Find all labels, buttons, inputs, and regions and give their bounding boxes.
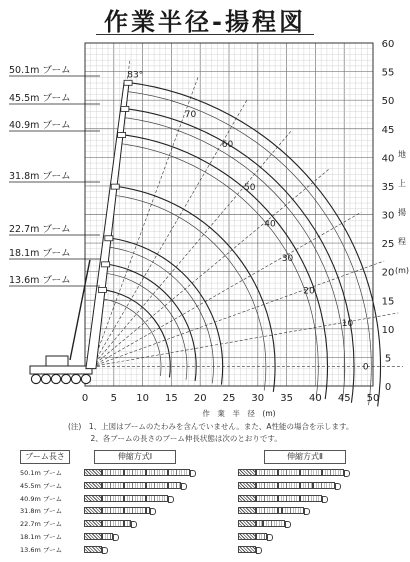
boom-extension-legend xyxy=(0,446,410,562)
chart-grid xyxy=(85,43,373,386)
legend-header-mode2: 伸縮方式Ⅱ xyxy=(264,450,346,464)
boom-tip-marker xyxy=(111,184,119,189)
x-tick-label: 0 xyxy=(81,393,89,404)
boom-telescopic-section xyxy=(146,495,168,502)
boom-telescopic-section xyxy=(102,469,124,476)
y-tick-label: 25 xyxy=(381,239,395,251)
crane-carrier xyxy=(30,366,92,374)
boom-head xyxy=(256,547,262,554)
boom-head xyxy=(102,547,108,554)
boom-length-label: 45.5m ブーム xyxy=(9,93,71,104)
crane-wheel xyxy=(61,374,70,383)
hook-range-arc xyxy=(100,298,161,376)
y-tick-label: 5 xyxy=(384,353,392,365)
boom-base-section xyxy=(238,495,256,502)
boom-base-section xyxy=(84,520,102,527)
y-tick-label: 55 xyxy=(381,67,395,79)
boom-telescopic-section xyxy=(124,520,131,527)
boom-telescopic-section xyxy=(256,520,263,527)
boom-length-label: 40.9m ブーム xyxy=(9,120,71,131)
hook-range-arc xyxy=(123,117,345,401)
boom-telescopic-section xyxy=(146,482,168,489)
boom-base-section xyxy=(84,507,102,514)
boom-base-section xyxy=(84,482,102,489)
hook-range-arc xyxy=(119,144,318,398)
boom-telescopic-section xyxy=(256,533,267,540)
boom-telescopic-section xyxy=(124,482,146,489)
boom-angle-label: 40 xyxy=(264,219,276,230)
y-tick-label: 0 xyxy=(384,382,392,393)
page-title: 作業半径-揚程図 xyxy=(104,8,306,36)
boom-base-section xyxy=(84,546,102,553)
boom-head xyxy=(344,470,350,477)
y-tick-label: 45 xyxy=(381,124,395,136)
y-axis-label-char: (m) xyxy=(394,266,410,275)
boom-telescopic-section xyxy=(263,520,285,527)
boom-angle-label: 30 xyxy=(281,253,294,264)
hook-range-arc xyxy=(126,91,371,405)
boom-range-arc xyxy=(105,264,197,381)
boom-tip-marker xyxy=(121,106,129,111)
boom-angle-label: 20 xyxy=(303,286,315,297)
boom-range-arc xyxy=(124,108,354,402)
legend-header-mode1: 伸縮方式Ⅰ xyxy=(94,450,176,464)
boom-angle-label: 10 xyxy=(341,318,354,329)
crane-wheel xyxy=(71,374,80,383)
boom-head xyxy=(181,483,187,490)
boom-telescopic-section xyxy=(124,495,146,502)
x-tick-label: 20 xyxy=(193,393,207,404)
boom-head xyxy=(113,534,119,541)
crane-wheel xyxy=(81,374,90,383)
y-tick-label: 60 xyxy=(381,39,395,50)
boom-length-label: 31.8m ブーム xyxy=(9,171,71,182)
x-tick-label: 25 xyxy=(222,393,236,404)
boom-length-label: 13.6m ブーム xyxy=(9,275,71,286)
boom-head xyxy=(322,496,328,503)
y-tick-label: 15 xyxy=(381,296,395,308)
y-tick-label: 20 xyxy=(381,267,395,279)
legend-boom-label: 13.6m ブーム xyxy=(20,545,63,554)
boom-base-section xyxy=(238,507,256,514)
boom-base-section xyxy=(238,533,256,540)
crane-derrick-cylinder xyxy=(70,260,90,360)
boom-tip-marker xyxy=(124,80,132,85)
boom-angle-label: 70 xyxy=(184,110,197,121)
boom-telescopic-section xyxy=(102,507,124,514)
boom-telescopic-section xyxy=(278,482,300,489)
boom-length-label: 22.7m ブーム xyxy=(9,224,71,235)
boom-head xyxy=(190,470,196,477)
boom-length-label: 18.1m ブーム xyxy=(9,248,71,259)
boom-telescopic-section xyxy=(102,482,124,489)
boom-telescopic-section xyxy=(102,520,124,527)
y-axis-label-char: 揚 xyxy=(398,208,406,217)
y-tick-label: 40 xyxy=(381,153,395,165)
boom-telescopic-section xyxy=(300,495,322,502)
legend-boom-label: 22.7m ブーム xyxy=(20,520,63,529)
crane-wheel xyxy=(31,374,40,383)
boom-angle-label: 0 xyxy=(362,362,369,373)
y-axis-label-char: 上 xyxy=(398,179,406,188)
boom-telescopic-section xyxy=(300,482,313,489)
boom-head xyxy=(131,521,137,528)
boom-telescopic-section xyxy=(322,469,344,476)
boom-tip-marker xyxy=(98,287,106,292)
legend-boom-label: 45.5m ブーム xyxy=(20,481,63,490)
boom-telescopic-section xyxy=(256,469,278,476)
boom-length-label: 50.1m ブーム xyxy=(9,65,71,76)
x-axis-label: 作 業 半 径 (m) xyxy=(202,409,276,418)
boom-angle-label: 83° xyxy=(127,70,144,81)
legend-header-boom: ブーム長さ xyxy=(20,450,70,464)
x-tick-label: 35 xyxy=(280,393,293,404)
boom-base-section xyxy=(238,482,256,489)
boom-base-section xyxy=(238,546,256,553)
boom-tip-marker xyxy=(102,262,110,267)
hook-range-arc xyxy=(113,195,266,390)
legend-boom-label: 18.1m ブーム xyxy=(20,533,63,541)
boom-base-section xyxy=(84,533,102,540)
x-tick-label: 30 xyxy=(251,393,265,404)
crane-wheel xyxy=(41,374,50,383)
y-tick-label: 35 xyxy=(381,181,395,193)
boom-head xyxy=(335,483,341,490)
y-tick-label: 10 xyxy=(381,324,395,336)
boom-head xyxy=(285,521,291,528)
boom-head xyxy=(150,508,156,515)
boom-telescopic-section xyxy=(124,507,146,514)
y-axis-label-char: 地 xyxy=(398,150,406,159)
chart-curves xyxy=(92,60,403,406)
boom-telescopic-section xyxy=(256,495,278,502)
boom-angle-line xyxy=(92,212,361,366)
boom-telescopic-section xyxy=(256,507,278,514)
boom-range-arc xyxy=(108,238,223,385)
y-tick-label: 50 xyxy=(381,96,395,108)
boom-head xyxy=(267,534,273,541)
notes-block xyxy=(68,421,353,445)
note-1: (注) 1、上図はブームのたわみを含んでいません。また、A性能の場合を示します。 xyxy=(68,422,354,431)
boom-telescopic-section xyxy=(313,482,335,489)
legend-boom-label: 40.9m ブーム xyxy=(20,494,63,503)
boom-base-section xyxy=(84,469,102,476)
legend-boom-label: 31.8m ブーム xyxy=(20,507,63,516)
boom-telescopic-section xyxy=(124,469,146,476)
boom-telescopic-section xyxy=(256,482,278,489)
x-tick-label: 10 xyxy=(136,393,149,404)
y-tick-label: 30 xyxy=(381,210,395,222)
x-tick-label: 40 xyxy=(309,393,322,404)
boom-base-section xyxy=(84,495,102,502)
boom-telescopic-section xyxy=(102,533,113,540)
x-tick-label: 15 xyxy=(165,393,178,404)
crane-wheel xyxy=(51,374,60,383)
y-axis-label-char: 程 xyxy=(398,237,406,246)
crane-boom xyxy=(86,82,129,368)
x-tick-label: 45 xyxy=(337,393,351,404)
boom-telescopic-section xyxy=(146,469,168,476)
boom-angle-label: 50 xyxy=(243,183,256,194)
boom-telescopic-section xyxy=(168,469,190,476)
boom-telescopic-section xyxy=(278,469,300,476)
boom-telescopic-section xyxy=(282,507,304,514)
boom-telescopic-section xyxy=(168,482,181,489)
crane-cab xyxy=(46,356,68,366)
boom-base-section xyxy=(238,520,256,527)
boom-head xyxy=(304,508,310,515)
boom-range-arc xyxy=(121,134,328,399)
boom-angle-label: 60 xyxy=(221,139,234,150)
x-tick-label: 5 xyxy=(110,393,117,404)
boom-tip-marker xyxy=(105,236,113,241)
legend-boom-label: 50.1m ブーム xyxy=(20,469,63,477)
x-tick-label: 50 xyxy=(366,393,380,404)
note-2: 2、各ブームの長さのブーム伸長状態は次のとおりです。 xyxy=(68,434,282,443)
boom-telescopic-section xyxy=(300,469,322,476)
boom-head xyxy=(168,496,174,503)
boom-telescopic-section xyxy=(278,495,300,502)
boom-tip-marker xyxy=(118,132,126,137)
boom-telescopic-section xyxy=(102,495,124,502)
boom-base-section xyxy=(238,469,256,476)
